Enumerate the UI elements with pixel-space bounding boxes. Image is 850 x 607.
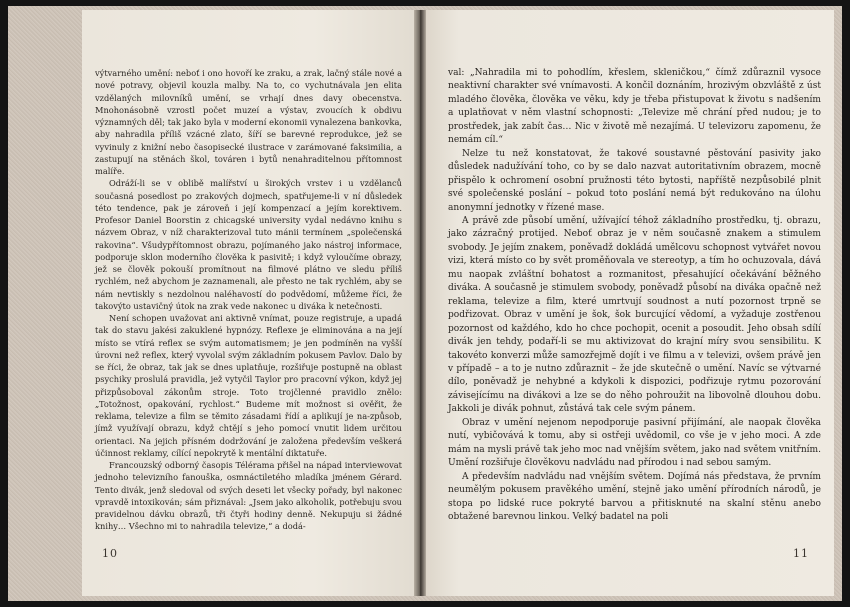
right-paragraph-2: Nelze tu než konstatovat, že takové soustavné pěstování pasivity jako důsledek nadužívání toho, co by se dalo nazvat autoritativním obrazem, mocně přispělo k ochromení osobní pružnosti této bytosti, napříště nezpůsobilé plnit své společenské poslání – pokud toto poslání nemá být redukováno na úlohu anonymní jednotky v řízené mase.: [448, 148, 821, 213]
left-page: [82, 10, 414, 596]
left-paragraph-4: Francouzský odborný časopis Télérama přišel na nápad interviewovat jednoho televizního fanouška, osmnáctiletého mladíka jménem Gérard. Tento divák, jenž sledoval od svých deseti let všecky pořady, byl nakonec vpravdě intoxikován; sám přiznával: „Jsem jako alkoholik, potřebuju svou pravidelnou dávku obrazů, tři čtyři hodiny denně. Nekupuju si žádné knihy… Všechno mi to nahradila televize,“ a dodá-: [95, 460, 402, 532]
right-paragraph-3: A právě zde působí umění, užívající téhož základního prostředku, tj. obrazu, jako zázračný protijed. Neboť obraz je v něm současně znakem a stimulem svobody. Je jejím znakem, poněvadž dokládá umělcovu schopnost vytvářet novou vizi, která místo co by svět proměňovala ve stereotyp, a tím ho ochuzovala, dává mu naopak zvláštní bohatost a rozmanitost, přesahující očekávání běžného diváka. A současně je stimulem svobody, poněvadž působí na diváka opačně než reklama, televize a film, které umrtvují soudnost a nutí pozornost trpně se podřizovat. Obraz v umění je šok, šok burcující vědomí, a vyžaduje zostřenou pozornost od každého, kdo ho chce pochopit, ocenit a posoudit. Jeho obsah sdílí divák jen tehdy, podaří-li se mu aktivizovat do krajní míry svou sensibilitu. K takovéto konverzi může samozřejmě dojít i ve filmu a v televizi, ovšem právě jen v případě – a to je nutno zdůraznit – že jde skutečně o umění. Navíc se výtvarné dílo, poněvadž je nehybné a kdykoli k dispozici, podřizuje rytmu pozorování závisejícímu na divákovi a lze se do něho pohroužit na libovolně dlouhou dobu. Jakkoli je divák pohnut, zůstává tak cele svým pánem.: [448, 215, 821, 415]
right-paragraph-4: Obraz v umění nejenom nepodporuje pasivní přijímání, ale naopak člověka nutí, vybičovává k tomu, aby si ostřeji uvědomil, co vše je v jeho moci. A zde mám na mysli právě tak jeho moc nad vnějším světem, jako nad světem vnitřním. Umění rozšiřuje člověkovu nadvládu nad přírodou i nad sebou samým.: [448, 417, 821, 469]
left-paragraph-1: výtvarného umění: neboť i ono hovoří ke zraku, a zrak, lačný stále nové a nové potravy, objevil kouzla malby. Na to, co vychutnávala jen elita vzdělaných milovníků umění, se vrhají dnes davy obecenstva. Mnohonásobně vzrostl počet muzeí a výstav, zvoucích k obdivu významných děl; tak jako byla v moderní ekonomii vynalezena bankovka, aby nahradila příliš vzácné zlato, šíří se barevné reprodukce, jež se vyvinuly z knižní nebo časopisecké ilustrace v zarámované faksimilia, a zastupují na stěnách škol, továren i bytů nenahraditelnou přítomnost malíře.: [95, 68, 402, 176]
left-page-number: 10: [102, 547, 118, 560]
left-paragraph-2: Odráží-li se v oblibě malířství u širokých vrstev i u vzdělanců současná posedlost po zrakových dojmech, spatřujeme-li v ní důsledek této tendence, pak je zároveň i její kompenzací a jejím korektivem. Profesor Daniel Boorstin z chicagské university vydal nedávno knihu s názvem Obraz, v níž charakterizoval tuto mánii termínem „společenská rakovina“. Všudypřítomnost obrazu, pojímaného jako nástroj informace, podporuje sklon moderního člověka k pasivitě; i když vyloučíme obrazy, jež se člověk pokouší promítnout na filmové plátno ve sledu příliš rychlém, než abychom je zaznamenali, ale přesto ne tak rychlém, aby se nám nevtiskly s nezdolnou naléhavostí do podvědomí, můžeme říci, že takovýto ustavičný útok na zrak vede nakonec u diváka k netečnosti.: [95, 178, 402, 311]
right-page-number: 11: [793, 547, 809, 560]
left-paragraph-3: Není schopen uvažovat ani aktivně vnímat, pouze registruje, a upadá tak do stavu jakési zakuklené hypnózy. Reflexe je eliminována a na její místo se vtírá reflex se svým automatismem; je jen podmíněn na vyšší úrovni než reflex, který vyvolal svým základním pokusem Pavlov. Dalo by se říci, že obraz, tak jak se dnes uplatňuje, rozšiřuje postupně na oblast psychiky proslulá pravidla, jež vytyčil Taylor pro pracovní výkon, když jej přizpůsoboval zákonům stroje. Toto trojčlenné pravidlo znělo: „Totožnost, opakování, rychlost.“ Budeme mít možnost si ověřit, že reklama, televize a film se těmito zásadami řídí a aplikují je na-způsob, jímž využívají obrazu, když chtějí s jeho pomocí vnutit lidem určitou orientaci. Na jejich přísném dodržování je založena především veškerá účinnost reklamy, cílící nepokrytě k mentální diktatuře.: [95, 313, 402, 458]
book-gutter: [414, 10, 426, 596]
right-paragraph-1: val: „Nahradila mi to pohodlím, křeslem, skleničkou,“ čímž zdůraznil vysoce neaktivní charakter své vnímavosti. A končil doznáním, hrozivým obzvláště z úst mladého člověka, člověka ve věku, kdy je třeba přistupovat k životu s nadšením a uplatňovat v něm vlastní schopnosti: „Televize mě chrání před nudou; je to prostředek, jak zabít čas… Nic v životě mě nezajímá. U televizoru zapomenu, že nemám cíl.“: [448, 68, 821, 146]
right-page: [426, 10, 834, 596]
right-paragraph-5: A především nadvládu nad vnějším světem. Dojímá nás představa, že prvním neumělým pokusem pravěkého umění, stejně jako umění přírodních národů, je stopa po lidské ruce pokryté barvou a přitisknuté na skalní stěnu anebo obtažené barevnou linkou. Velký badatel na poli: [448, 471, 821, 522]
left-page-body: [95, 67, 402, 533]
right-page-body: [448, 67, 821, 524]
